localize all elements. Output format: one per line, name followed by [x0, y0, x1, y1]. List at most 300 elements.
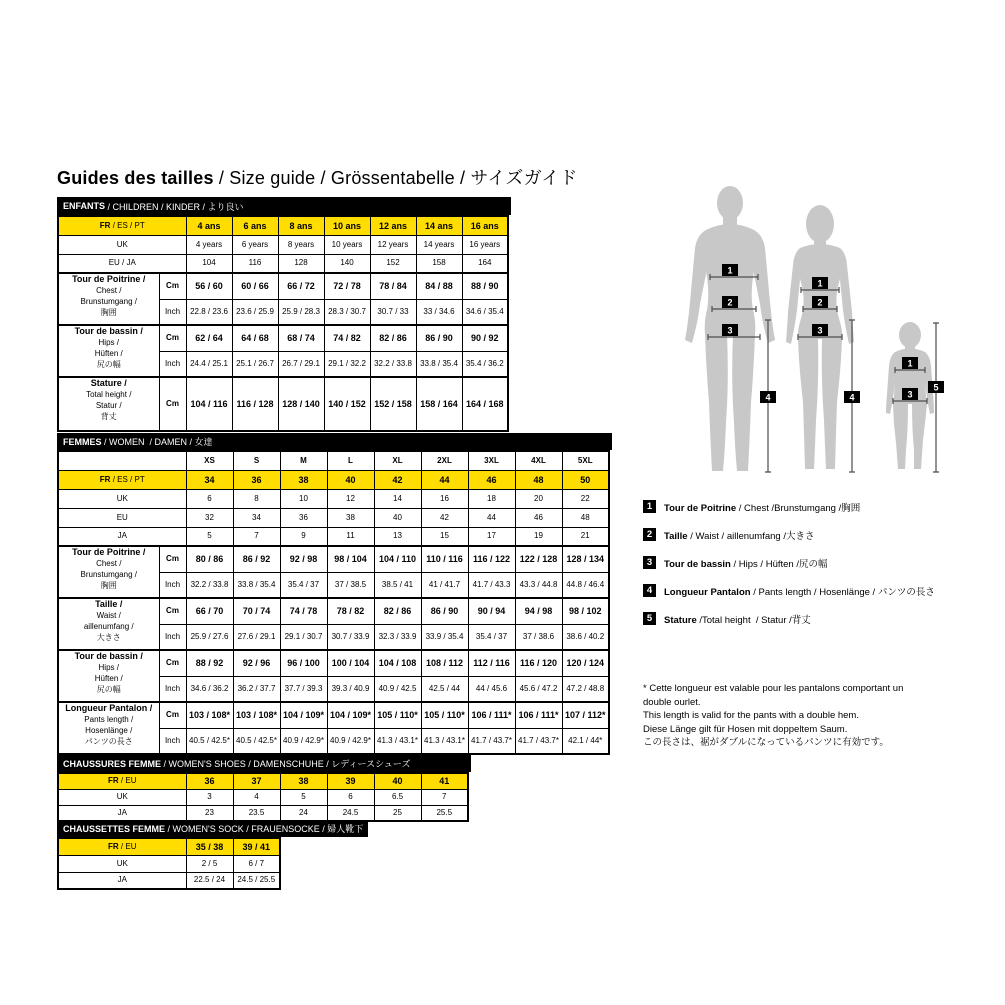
legend-number-badge: 4 — [643, 584, 656, 597]
table-title: CHAUSSURES FEMME — [63, 758, 162, 769]
row-label: FR / ES / PT — [58, 216, 186, 235]
women-socks-table — [57, 820, 368, 890]
measure-label-line: Hips / — [98, 338, 119, 347]
size-cell: 40.9 / 42.5 — [374, 676, 421, 702]
unit-cell: Inch — [159, 676, 186, 702]
measure-label-line: Tour de bassin / — [74, 651, 143, 661]
size-cell: 90 / 94 — [468, 598, 515, 624]
table-title: CHAUSSETTES FEMME — [63, 823, 166, 834]
size-cell: 35.4 / 37 — [468, 624, 515, 650]
size-cell: S — [233, 451, 280, 470]
size-cell: 42 — [374, 470, 421, 489]
legend-item-chest — [643, 500, 935, 513]
measure-label — [58, 598, 159, 650]
measure-label-line: Hosenlänge / — [85, 726, 133, 735]
size-cell: 6 years — [232, 235, 278, 254]
size-cell: 44 / 45.6 — [468, 676, 515, 702]
table-title: FEMMES — [63, 436, 102, 447]
size-cell: 24.4 / 25.1 — [186, 351, 232, 377]
size-cell: 29.1 / 32.2 — [324, 351, 370, 377]
unit-cell: Cm — [159, 546, 186, 572]
size-cell: 86 / 92 — [233, 546, 280, 572]
measure-label — [58, 702, 159, 754]
size-cell: 108 / 112 — [421, 650, 468, 676]
man-waist-marker: 2 — [727, 297, 733, 308]
size-cell: 104 / 109* — [280, 702, 327, 728]
children-size-table-grid — [57, 215, 509, 432]
row-label: FR / EU — [58, 773, 186, 789]
size-cell: 25 — [374, 805, 421, 821]
size-cell: 66 / 72 — [278, 273, 324, 299]
size-cell: 25.9 / 27.6 — [186, 624, 233, 650]
size-cell: 24 — [280, 805, 327, 821]
size-cell: 120 / 124 — [562, 650, 609, 676]
size-cell: 16 years — [462, 235, 508, 254]
size-cell: 35.4 / 36.2 — [462, 351, 508, 377]
size-cell: 28.3 / 30.7 — [324, 299, 370, 325]
legend-label: Longueur Pantalon / Pants length / Hosenlänge / パンツの長さ — [664, 586, 935, 598]
size-cell: 103 / 108* — [186, 702, 233, 728]
size-cell: 40.9 / 42.9* — [280, 728, 327, 754]
size-cell: 122 / 128 — [515, 546, 562, 572]
child-stature-marker: 5 — [933, 382, 939, 393]
size-cell: 86 / 90 — [416, 325, 462, 351]
row-label: FR / ES / PT — [58, 470, 186, 489]
size-cell: 96 / 100 — [280, 650, 327, 676]
measurement-legend — [643, 500, 935, 640]
size-cell: 22.5 / 24 — [186, 872, 233, 889]
size-cell: 44 — [468, 508, 515, 527]
measure-label-line: Tour de Poitrine / — [72, 547, 146, 557]
size-cell: 3 — [186, 789, 233, 805]
size-cell: XL — [374, 451, 421, 470]
size-cell: 164 / 168 — [462, 377, 508, 431]
size-cell: 6 ans — [232, 216, 278, 235]
measure-label-line: Tour de bassin / — [74, 326, 143, 336]
measure-label-line: 大きさ — [96, 633, 121, 642]
size-cell: 39 — [327, 773, 374, 789]
size-cell: 40.9 / 42.9* — [327, 728, 374, 754]
size-cell: 25.1 / 26.7 — [232, 351, 278, 377]
size-cell: 4 — [233, 789, 280, 805]
size-cell: 8 years — [278, 235, 324, 254]
size-cell: 9 — [280, 527, 327, 546]
size-cell: 6.5 — [374, 789, 421, 805]
measure-label-line: 尻の幅 — [96, 360, 121, 369]
size-cell: 20 — [515, 489, 562, 508]
size-cell: 116 / 122 — [468, 546, 515, 572]
size-cell: 23.6 / 25.9 — [232, 299, 278, 325]
man-pants-marker: 4 — [765, 392, 771, 403]
measure-label-line: 背丈 — [100, 412, 117, 421]
size-cell: M — [280, 451, 327, 470]
size-cell: 41.7 / 43.7* — [468, 728, 515, 754]
footnote-line: * Cette longueur est valable pour les pantalons comportant un — [643, 683, 904, 694]
children-size-table — [57, 197, 511, 432]
women-size-table-header-bar — [57, 433, 612, 450]
size-cell: 25.5 — [421, 805, 468, 821]
table-title-translations: / WOMEN'S SHOES / DAMENSCHUHE / レディースシューズ — [161, 759, 411, 769]
unit-cell: Inch — [159, 728, 186, 754]
legend-number-badge: 3 — [643, 556, 656, 569]
size-cell: 11 — [327, 527, 374, 546]
measure-label-line: 胸囲 — [100, 581, 117, 590]
size-cell: 14 years — [416, 235, 462, 254]
size-cell: 23 — [186, 805, 233, 821]
size-cell: 38 — [280, 470, 327, 489]
size-cell: 158 — [416, 254, 462, 273]
size-cell: 41.3 / 43.1* — [421, 728, 468, 754]
size-cell: 94 / 98 — [515, 598, 562, 624]
size-cell: 40.5 / 42.5* — [186, 728, 233, 754]
size-cell: 45.6 / 47.2 — [515, 676, 562, 702]
size-cell: 8 — [233, 489, 280, 508]
row-label: EU / JA — [58, 254, 186, 273]
pants-length-footnote — [643, 682, 978, 750]
size-cell: 26.7 / 29.1 — [278, 351, 324, 377]
size-cell: 35 / 38 — [186, 838, 233, 855]
size-cell: 32 — [186, 508, 233, 527]
size-cell: 12 — [327, 489, 374, 508]
size-cell: 41.7 / 43.7* — [515, 728, 562, 754]
unit-cell: Cm — [159, 273, 186, 299]
table-title-translations: / WOMEN / DAMEN / 女達 — [101, 437, 213, 447]
size-cell: 2XL — [421, 451, 468, 470]
row-label — [58, 451, 186, 470]
size-cell: 42 — [421, 508, 468, 527]
size-cell: 41 — [421, 773, 468, 789]
size-cell: 78 / 82 — [327, 598, 374, 624]
size-cell: 32.2 / 33.8 — [370, 351, 416, 377]
row-label: UK — [58, 235, 186, 254]
woman-waist-marker: 2 — [817, 297, 823, 308]
row-label: FR / EU — [58, 838, 186, 855]
size-cell: 42.1 / 44* — [562, 728, 609, 754]
size-cell: 38.6 / 40.2 — [562, 624, 609, 650]
size-cell: 104 / 116 — [186, 377, 232, 431]
size-cell: 35.4 / 37 — [280, 572, 327, 598]
legend-number-badge: 2 — [643, 528, 656, 541]
size-cell: 104 / 110 — [374, 546, 421, 572]
size-cell: 116 — [232, 254, 278, 273]
size-cell: 16 ans — [462, 216, 508, 235]
size-cell: 14 — [374, 489, 421, 508]
measure-label-line: Longueur Pantalon / — [65, 703, 153, 713]
size-cell: 152 / 158 — [370, 377, 416, 431]
size-cell: 82 / 86 — [374, 598, 421, 624]
size-cell: 22.8 / 23.6 — [186, 299, 232, 325]
size-cell: 88 / 92 — [186, 650, 233, 676]
size-cell: L — [327, 451, 374, 470]
size-cell: 48 — [562, 508, 609, 527]
unit-cell: Inch — [159, 624, 186, 650]
size-cell: 24.5 / 25.5 — [233, 872, 280, 889]
row-label: UK — [58, 855, 186, 872]
size-cell: 12 ans — [370, 216, 416, 235]
size-cell: 84 / 88 — [416, 273, 462, 299]
size-cell: 74 / 78 — [280, 598, 327, 624]
size-cell: 140 — [324, 254, 370, 273]
measure-label-line: Brunstumgang / — [80, 570, 137, 579]
size-cell: 4 ans — [186, 216, 232, 235]
legend-item-stature — [643, 612, 935, 625]
size-cell: 80 / 86 — [186, 546, 233, 572]
unit-cell: Cm — [159, 377, 186, 431]
women-shoes-table — [57, 755, 471, 822]
size-cell: 48 — [515, 470, 562, 489]
size-cell: 70 / 74 — [233, 598, 280, 624]
size-cell: 98 / 104 — [327, 546, 374, 572]
page-title-translations: / Size guide / Grössentabelle / サイズガイド — [213, 168, 578, 188]
size-cell: 88 / 90 — [462, 273, 508, 299]
size-cell: 18 — [468, 489, 515, 508]
women-size-table — [57, 433, 612, 755]
size-cell: 37 — [233, 773, 280, 789]
row-label: JA — [58, 872, 186, 889]
footnote-line: This length is valid for the pants with a double hem. — [643, 710, 859, 721]
size-cell: 104 / 109* — [327, 702, 374, 728]
measure-label — [58, 273, 159, 325]
legend-number-badge: 1 — [643, 500, 656, 513]
size-cell: 7 — [233, 527, 280, 546]
size-cell: 107 / 112* — [562, 702, 609, 728]
size-cell: 19 — [515, 527, 562, 546]
size-cell: 22 — [562, 489, 609, 508]
footnote-line: この長さは、裾がダブルになっているパンツに有効です。 — [643, 737, 889, 748]
unit-cell: Cm — [159, 702, 186, 728]
size-cell: 36 — [233, 470, 280, 489]
size-cell: 106 / 111* — [468, 702, 515, 728]
size-cell: 46 — [515, 508, 562, 527]
measure-label-line: Hüften / — [94, 674, 123, 683]
size-cell: 37.7 / 39.3 — [280, 676, 327, 702]
size-cell: 39.3 / 40.9 — [327, 676, 374, 702]
child-hips-marker: 3 — [907, 389, 913, 400]
legend-label: Tour de Poitrine / Chest /Brunstumgang /胸囲 — [664, 502, 861, 514]
size-cell: 4XL — [515, 451, 562, 470]
women-socks-table-grid — [57, 837, 281, 890]
measure-label-line: Pants length / — [84, 715, 134, 724]
legend-item-hips — [643, 556, 935, 569]
size-cell: 78 / 84 — [370, 273, 416, 299]
man-chest-marker: 1 — [727, 265, 733, 276]
man-hips-marker: 3 — [727, 325, 733, 336]
size-cell: 42.5 / 44 — [421, 676, 468, 702]
size-cell: 7 — [421, 789, 468, 805]
size-cell: 6 — [186, 489, 233, 508]
measure-label-line: Stature / — [90, 378, 127, 388]
size-cell: 3XL — [468, 451, 515, 470]
size-cell: 68 / 74 — [278, 325, 324, 351]
measure-label-line: Chest / — [96, 559, 122, 568]
size-cell: 34 — [233, 508, 280, 527]
size-cell: 29.1 / 30.7 — [280, 624, 327, 650]
children-size-table-header-bar — [57, 197, 511, 215]
table-title-translations: / CHILDREN / KINDER / より良い — [105, 201, 244, 212]
size-cell: 112 / 116 — [468, 650, 515, 676]
size-cell: 38.5 / 41 — [374, 572, 421, 598]
measure-label-line: 尻の幅 — [96, 685, 121, 694]
measure-label — [58, 546, 159, 598]
measure-label-line: Total height / — [86, 390, 132, 399]
child-chest-marker: 1 — [907, 358, 913, 369]
row-label: UK — [58, 489, 186, 508]
measure-label-line: Taille / — [95, 599, 123, 609]
unit-cell: Cm — [159, 650, 186, 676]
size-cell: 82 / 86 — [370, 325, 416, 351]
size-cell: 41 / 41.7 — [421, 572, 468, 598]
size-cell: XS — [186, 451, 233, 470]
unit-cell: Inch — [159, 572, 186, 598]
size-cell: 4 years — [186, 235, 232, 254]
row-label: EU — [58, 508, 186, 527]
size-cell: 140 / 152 — [324, 377, 370, 431]
legend-label: Stature /Total height / Statur /背丈 — [664, 614, 811, 626]
measure-label-line: aillenumfang / — [83, 622, 134, 631]
size-cell: 38 — [280, 773, 327, 789]
size-cell: 10 ans — [324, 216, 370, 235]
size-cell: 36 — [186, 773, 233, 789]
size-cell: 62 / 64 — [186, 325, 232, 351]
size-cell: 46 — [468, 470, 515, 489]
woman-hips-marker: 3 — [817, 325, 823, 336]
row-label: JA — [58, 805, 186, 821]
size-cell: 5 — [280, 789, 327, 805]
measure-label-line: Waist / — [96, 611, 121, 620]
women-shoes-table-grid — [57, 772, 469, 822]
legend-label: Tour de bassin / Hips / Hüften /尻の幅 — [664, 558, 828, 570]
size-cell: 116 / 128 — [232, 377, 278, 431]
unit-cell: Cm — [159, 325, 186, 351]
size-cell: 152 — [370, 254, 416, 273]
row-label: JA — [58, 527, 186, 546]
size-cell: 128 / 140 — [278, 377, 324, 431]
size-cell: 34 — [186, 470, 233, 489]
size-cell: 30.7 / 33 — [370, 299, 416, 325]
size-cell: 106 / 111* — [515, 702, 562, 728]
size-cell: 27.6 / 29.1 — [233, 624, 280, 650]
size-cell: 12 years — [370, 235, 416, 254]
size-cell: 105 / 110* — [421, 702, 468, 728]
size-cell: 128 / 134 — [562, 546, 609, 572]
size-cell: 5XL — [562, 451, 609, 470]
size-cell: 10 — [280, 489, 327, 508]
size-cell: 66 / 70 — [186, 598, 233, 624]
size-cell: 5 — [186, 527, 233, 546]
body-measurement-figures — [648, 182, 968, 482]
size-cell: 56 / 60 — [186, 273, 232, 299]
unit-cell: Inch — [159, 351, 186, 377]
size-cell: 21 — [562, 527, 609, 546]
size-cell: 44 — [421, 470, 468, 489]
measure-label-line: Hips / — [98, 663, 119, 672]
size-cell: 158 / 164 — [416, 377, 462, 431]
size-cell: 17 — [468, 527, 515, 546]
legend-label: Taille / Waist / aillenumfang /大きさ — [664, 530, 815, 542]
size-cell: 6 / 7 — [233, 855, 280, 872]
size-cell: 37 / 38.5 — [327, 572, 374, 598]
size-cell: 128 — [278, 254, 324, 273]
legend-number-badge: 5 — [643, 612, 656, 625]
size-cell: 40.5 / 42.5* — [233, 728, 280, 754]
size-cell: 32.2 / 33.8 — [186, 572, 233, 598]
size-cell: 36.2 / 37.7 — [233, 676, 280, 702]
size-cell: 104 / 108 — [374, 650, 421, 676]
size-cell: 32.3 / 33.9 — [374, 624, 421, 650]
size-cell: 33.8 / 35.4 — [416, 351, 462, 377]
size-cell: 40 — [374, 773, 421, 789]
legend-item-waist — [643, 528, 935, 541]
size-cell: 23.5 — [233, 805, 280, 821]
size-cell: 47.2 / 48.8 — [562, 676, 609, 702]
size-cell: 33.9 / 35.4 — [421, 624, 468, 650]
women-socks-table-header-bar — [57, 820, 368, 837]
measure-label — [58, 650, 159, 702]
size-cell: 100 / 104 — [327, 650, 374, 676]
size-cell: 44.8 / 46.4 — [562, 572, 609, 598]
size-cell: 164 — [462, 254, 508, 273]
size-cell: 116 / 120 — [515, 650, 562, 676]
size-cell: 50 — [562, 470, 609, 489]
measure-label-line: Tour de Poitrine / — [72, 274, 146, 284]
woman-chest-marker: 1 — [817, 278, 823, 289]
size-cell: 39 / 41 — [233, 838, 280, 855]
size-cell: 64 / 68 — [232, 325, 278, 351]
size-cell: 40 — [327, 470, 374, 489]
size-cell: 37 / 38.6 — [515, 624, 562, 650]
table-title-translations: / WOMEN'S SOCK / FRAUENSOCKE / 婦人靴下 — [165, 824, 364, 834]
size-cell: 13 — [374, 527, 421, 546]
size-cell: 36 — [280, 508, 327, 527]
page-title — [57, 164, 578, 190]
size-cell: 105 / 110* — [374, 702, 421, 728]
size-cell: 33 / 34.6 — [416, 299, 462, 325]
size-cell: 6 — [327, 789, 374, 805]
measure-label-line: Hüften / — [94, 349, 123, 358]
women-shoes-table-header-bar — [57, 755, 471, 772]
measure-label-line: パンツの長さ — [84, 737, 133, 746]
unit-cell: Inch — [159, 299, 186, 325]
size-cell: 92 / 96 — [233, 650, 280, 676]
measure-label — [58, 377, 159, 431]
women-size-table-grid — [57, 450, 610, 755]
size-cell: 15 — [421, 527, 468, 546]
size-cell: 110 / 116 — [421, 546, 468, 572]
size-cell: 24.5 — [327, 805, 374, 821]
size-cell: 40 — [374, 508, 421, 527]
size-cell: 103 / 108* — [233, 702, 280, 728]
row-label: UK — [58, 789, 186, 805]
size-cell: 14 ans — [416, 216, 462, 235]
footnote-line: double ourlet. — [643, 696, 701, 708]
size-cell: 34.6 / 36.2 — [186, 676, 233, 702]
measure-label — [58, 325, 159, 377]
size-cell: 41.7 / 43.3 — [468, 572, 515, 598]
size-cell: 86 / 90 — [421, 598, 468, 624]
size-cell: 92 / 98 — [280, 546, 327, 572]
measure-label-line: 胸囲 — [100, 308, 117, 317]
legend-item-pants-length — [643, 584, 935, 597]
size-cell: 2 / 5 — [186, 855, 233, 872]
measure-label-line: Brunstumgang / — [80, 297, 137, 306]
size-cell: 98 / 102 — [562, 598, 609, 624]
size-cell: 33.8 / 35.4 — [233, 572, 280, 598]
measure-label-line: Statur / — [95, 401, 122, 410]
size-cell: 90 / 92 — [462, 325, 508, 351]
size-cell: 10 years — [324, 235, 370, 254]
size-cell: 43.3 / 44.8 — [515, 572, 562, 598]
size-cell: 25.9 / 28.3 — [278, 299, 324, 325]
